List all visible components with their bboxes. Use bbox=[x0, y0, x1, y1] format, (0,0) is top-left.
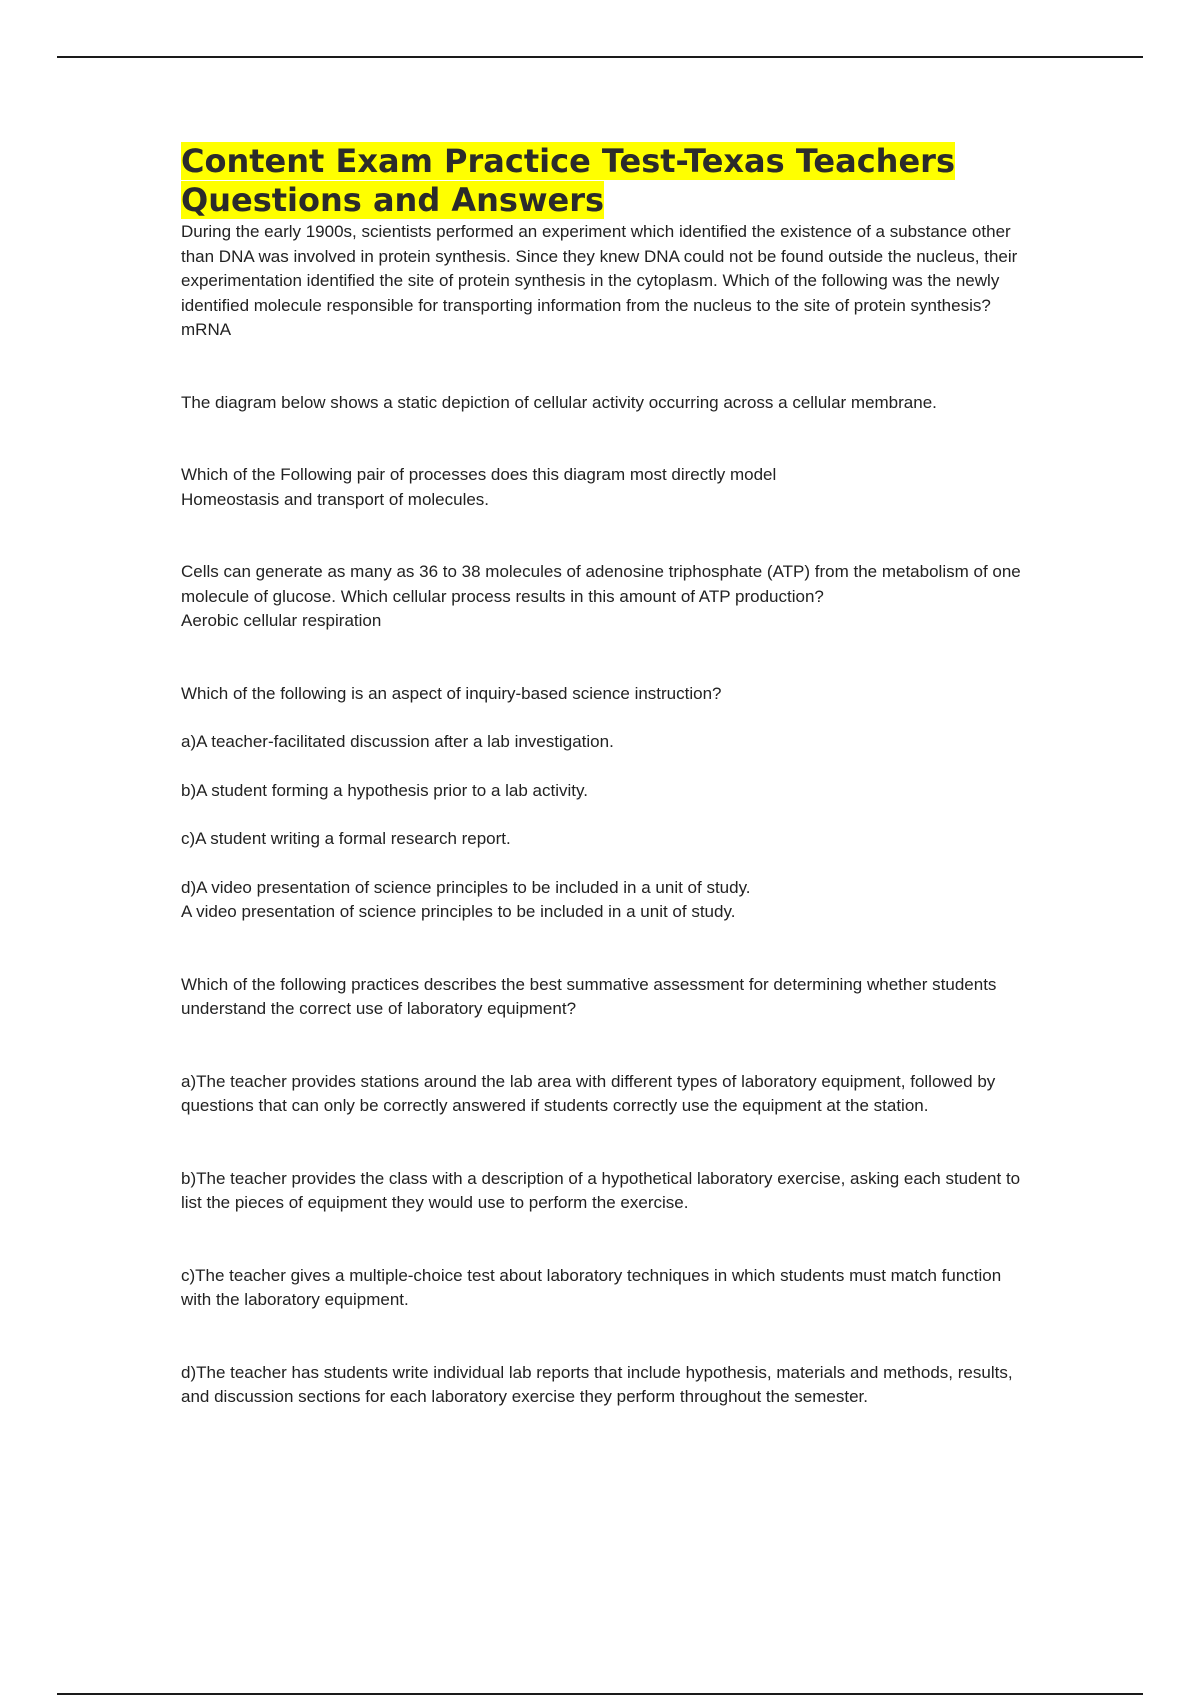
bottom-rule bbox=[57, 1693, 1143, 1695]
question-4-text: Which of the following is an aspect of inquiry-based science instruction? bbox=[181, 683, 722, 703]
question-3-text: Cells can generate as many as 36 to 38 molecules of adenosine triphosphate (ATP) from the metabolism of one molecule of glucose. Which cellular process results in this amount of ATP production? bbox=[181, 562, 1021, 606]
top-rule bbox=[57, 56, 1143, 58]
document-body bbox=[181, 142, 1031, 1410]
question-5-option-d: d)The teacher has students write individual lab reports that include hypothesis, materials and methods, results, and discussion sections for each laboratory exercise they perform throughout the semester. bbox=[181, 1362, 1013, 1406]
question-4-option-d: d)A video presentation of science principles to be included in a unit of study. bbox=[181, 877, 751, 897]
question-3-answer: Aerobic cellular respiration bbox=[181, 611, 382, 630]
question-5-option-c: c)The teacher gives a multiple-choice test about laboratory techniques in which students must match function with the laboratory equipment. bbox=[181, 1265, 1002, 1309]
question-5-text: Which of the following practices describes the best summative assessment for determining whether students understand the correct use of laboratory equipment? bbox=[181, 974, 997, 1018]
question-4-answer: A video presentation of science principles to be included in a unit of study. bbox=[181, 902, 736, 921]
document-title: Content Exam Practice Test-Texas Teachers Questions and Answers bbox=[181, 142, 955, 219]
question-2-answer: Homeostasis and transport of molecules. bbox=[181, 489, 490, 509]
question-4-option-a: a)A teacher-facilitated discussion after a lab investigation. bbox=[181, 732, 614, 751]
question-1-answer: mRNA bbox=[181, 320, 232, 339]
question-4-option-b: b)A student forming a hypothesis prior to a lab activity. bbox=[181, 780, 588, 800]
question-5-option-b: b)The teacher provides the class with a description of a hypothetical laboratory exercise, asking each student to list the pieces of equipment they would use to perform the exercise. bbox=[181, 1168, 1021, 1212]
question-2-intro: The diagram below shows a static depiction of cellular activity occurring across a cellular membrane. bbox=[181, 392, 937, 412]
question-2-text: Which of the Following pair of processes does this diagram most directly model bbox=[181, 465, 777, 484]
question-1-text: During the early 1900s, scientists performed an experiment which identified the existence of a substance other than DNA was involved in protein synthesis. Since they knew DNA could not be found outside the nucleus, their experimentation identified the site of protein synthesis in the cytoplasm. Which of the following was the newly identified molecule responsible for transporting information from the nucleus to the site of protein synthesis? bbox=[181, 222, 1018, 315]
question-4-option-c: c)A student writing a formal research report. bbox=[181, 829, 511, 848]
question-5-option-a: a)The teacher provides stations around the lab area with different types of laboratory equipment, followed by questions that can only be correctly answered if students correctly use the equipment at the station. bbox=[181, 1071, 996, 1115]
